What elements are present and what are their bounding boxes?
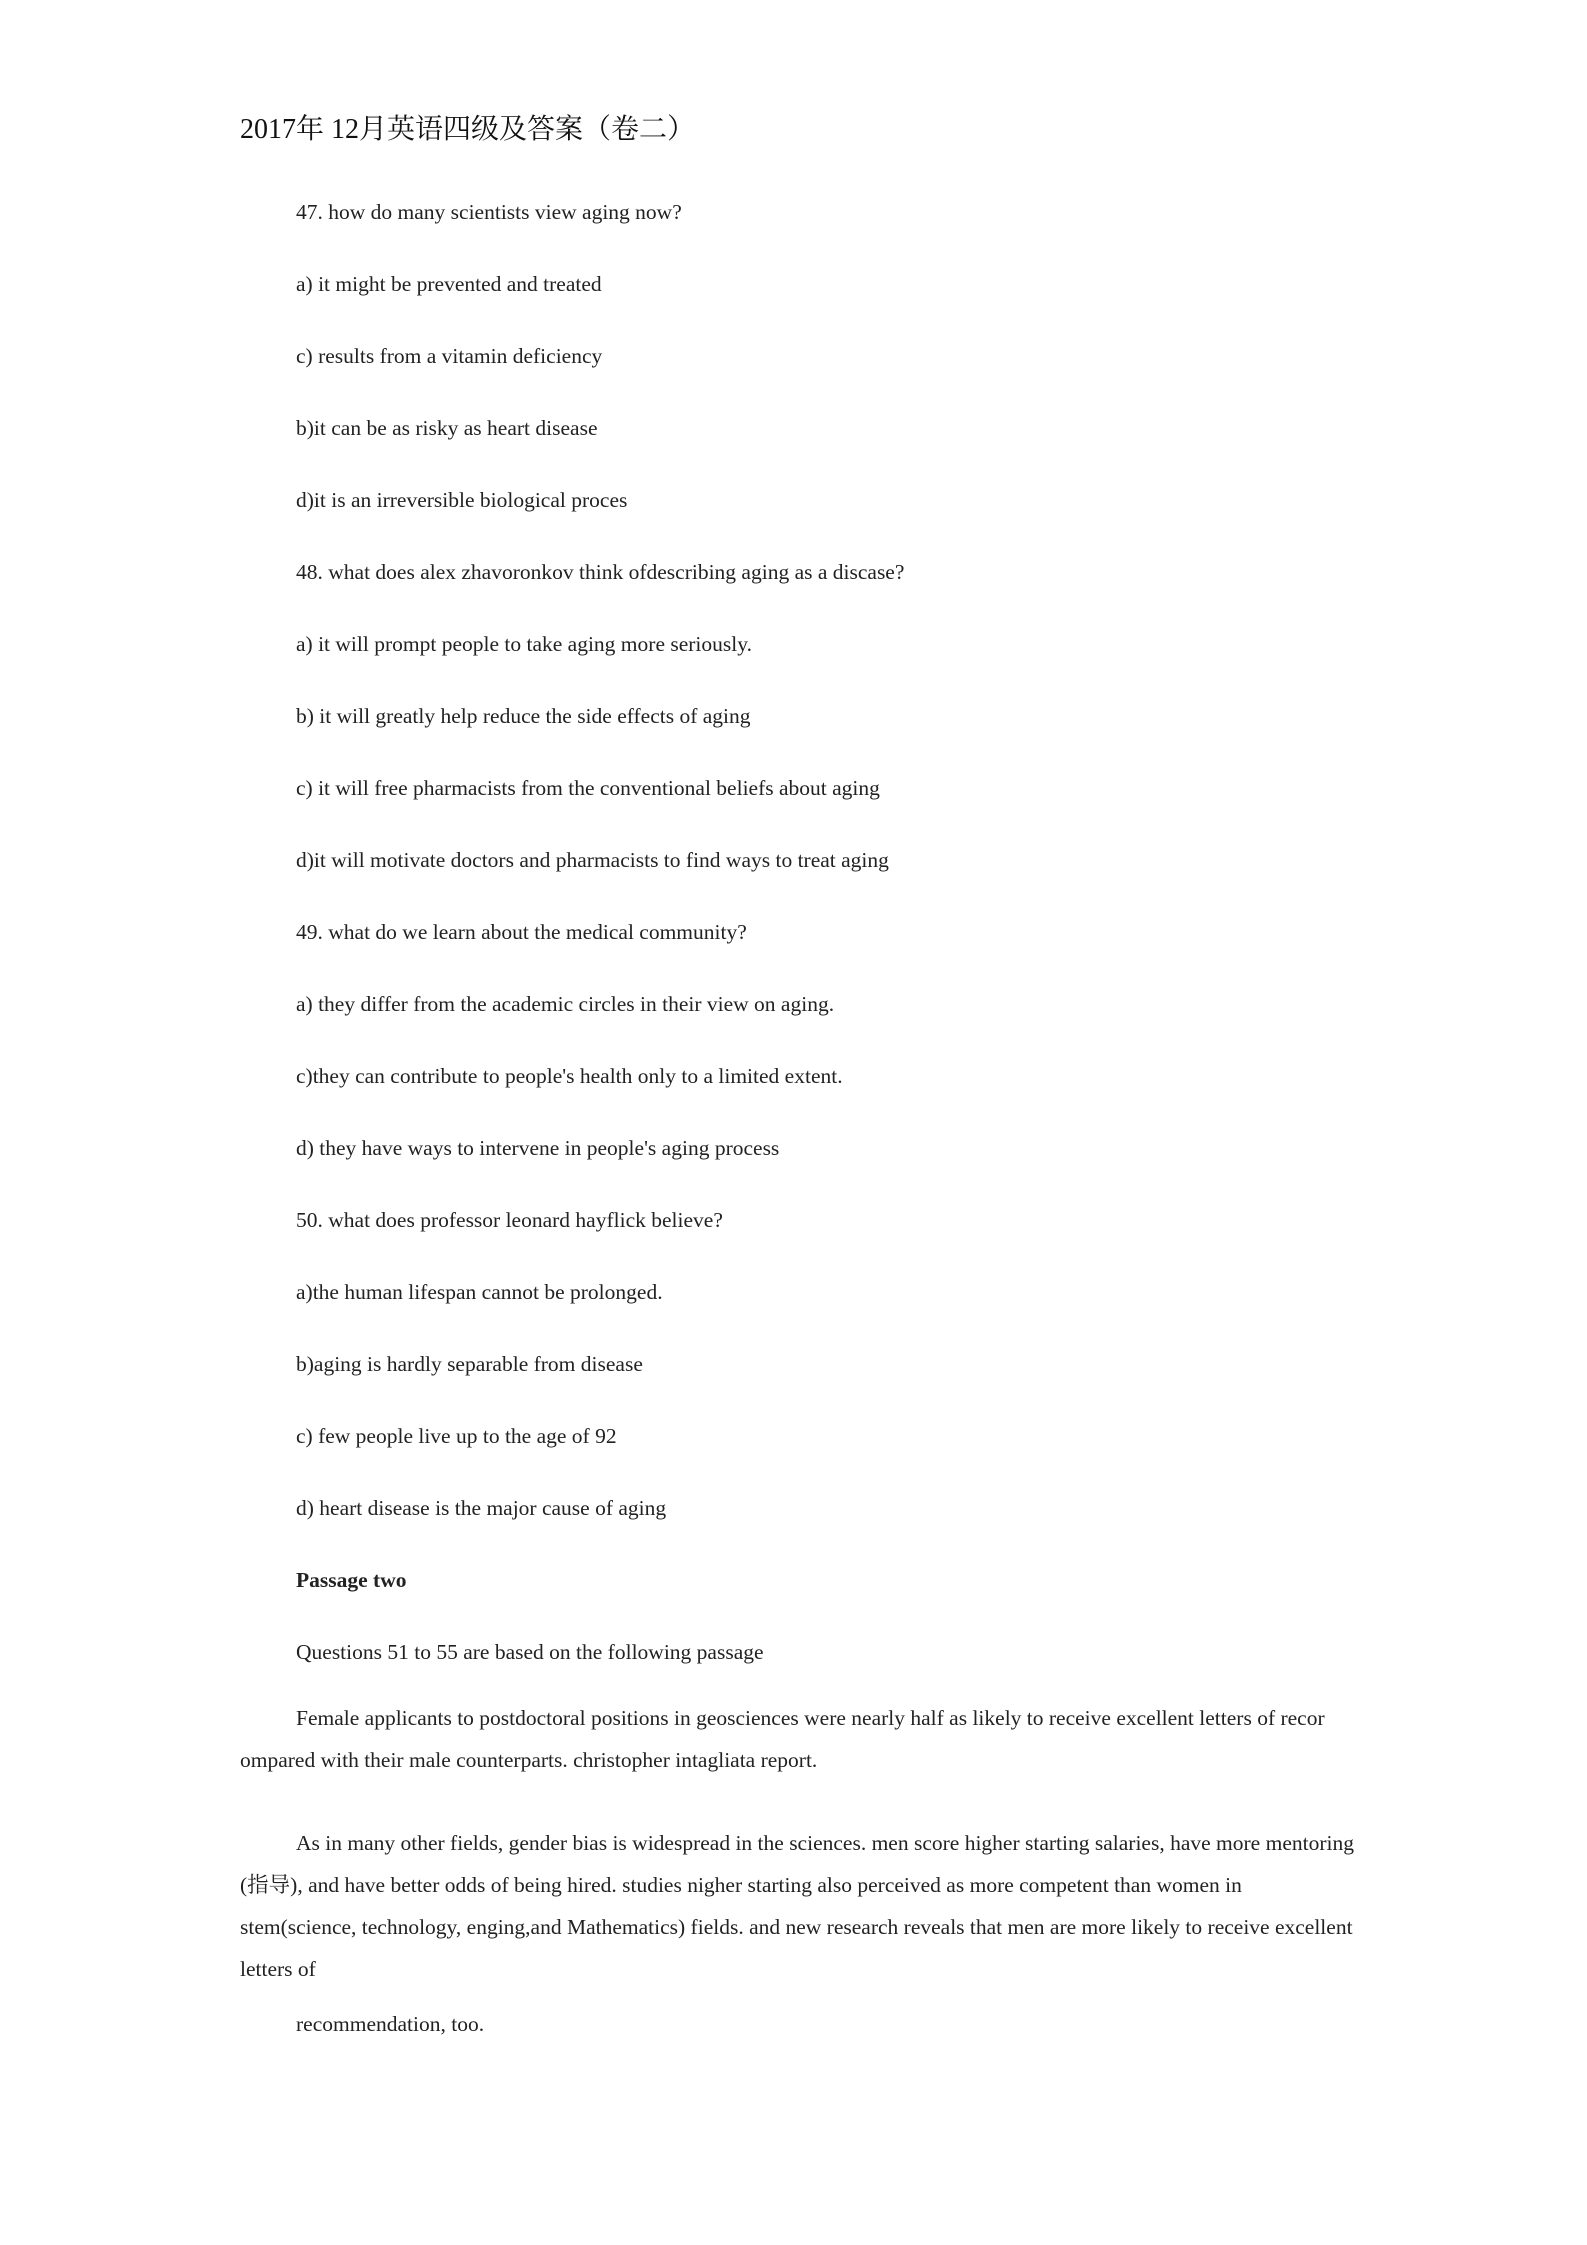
option: c)they can contribute to people's health only to a limited extent. <box>296 1064 843 1088</box>
question-48: 48. what does alex zhavoronkov think ofdescribing aging as a discase? <box>296 560 905 584</box>
option: b) it will greatly help reduce the side effects of aging <box>296 704 751 728</box>
option: d) they have ways to intervene in people's aging process <box>296 1136 780 1160</box>
option: a) it might be prevented and treated <box>296 272 602 296</box>
option: d)it will motivate doctors and pharmacists to find ways to treat aging <box>296 848 889 872</box>
option: a) it will prompt people to take aging more seriously. <box>296 632 752 656</box>
option: d)it is an irreversible biological proces <box>296 488 628 512</box>
option: a) they differ from the academic circles in their view on aging. <box>296 992 835 1016</box>
passage-heading: Passage two <box>296 1568 407 1592</box>
paragraph: Female applicants to postdoctoral positions in geosciences were nearly half as likely to receive excellent letters of recor ompared with their male counterparts. christopher intagliata report. <box>240 1706 1325 1772</box>
passage-intro: Questions 51 to 55 are based on the following passage <box>296 1640 764 1664</box>
option: a)the human lifespan cannot be prolonged. <box>296 1280 663 1304</box>
paragraph: As in many other fields, gender bias is widespread in the sciences. men score higher starting salaries, have more mentoring (指导), and have better odds of being hired. studies nigher starting also perceived as more competent than women in stem(science, technology, enging,and Mathematics) fields. and new research reveals that men are more likely to receive excellent letters of <box>240 1831 1354 1981</box>
option: c) few people live up to the age of 92 <box>296 1424 617 1448</box>
option: c) it will free pharmacists from the conventional beliefs about aging <box>296 776 880 800</box>
document-title: 2017年 12月英语四级及答案（卷二） <box>240 114 696 145</box>
question-49: 49. what do we learn about the medical community? <box>296 920 747 944</box>
option: b)it can be as risky as heart disease <box>296 416 598 440</box>
question-47: 47. how do many scientists view aging now? <box>296 200 682 224</box>
question-50: 50. what does professor leonard hayflick believe? <box>296 1208 723 1232</box>
option: b)aging is hardly separable from disease <box>296 1352 643 1376</box>
trailing-line: recommendation, too. <box>296 2012 485 2036</box>
option: d) heart disease is the major cause of aging <box>296 1496 667 1520</box>
option: c) results from a vitamin deficiency <box>296 344 603 368</box>
